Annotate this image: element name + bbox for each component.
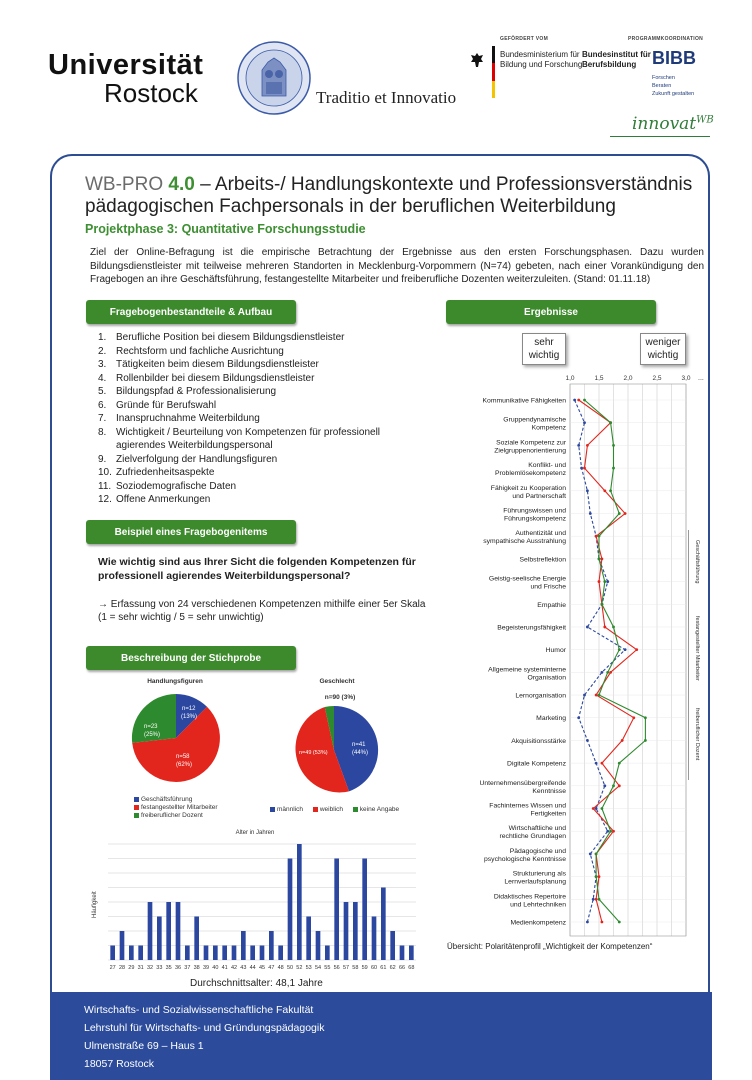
profile-category-label: Fachinternes Wissen und Fertigkeiten xyxy=(489,802,566,818)
profile-category-label: Soziale Kompetenz zur Zielgruppenorientierung xyxy=(494,439,566,455)
bibb-logo xyxy=(582,48,696,97)
innovat-sup: WB xyxy=(696,114,714,126)
age-tick-label: 47 xyxy=(268,965,275,971)
profile-category-label: Unternehmensübergreifende Kenntnisse xyxy=(479,779,566,795)
pie-label: (25%) xyxy=(144,732,161,738)
age-tick-label: 66 xyxy=(398,965,406,971)
age-bar xyxy=(157,917,162,961)
profile-caption: Übersicht: Polaritätenprofil „Wichtigkeit der Kompetenzen“ xyxy=(447,942,653,951)
profile-category-label: Marketing xyxy=(536,715,566,723)
list-item: 1. Berufliche Position bei diesem Bildungsdienstleister xyxy=(98,332,345,343)
pie-label: (44%) xyxy=(352,750,369,756)
ministry-name: Bundesministerium für Bildung und Forschung xyxy=(500,50,583,69)
profile-point xyxy=(601,807,604,810)
profile-point xyxy=(632,716,635,719)
motto: Traditio et Innovatio xyxy=(316,88,457,107)
profile-point xyxy=(595,694,598,697)
legend-item: festangestellter Mitarbeiter xyxy=(134,804,218,812)
profile-category-label: Digitale Kompetenz xyxy=(507,760,566,768)
profile-point xyxy=(577,444,580,447)
profile-category-label: Führungswissen und Führungskompetenz xyxy=(503,507,566,523)
profile-point xyxy=(618,762,621,765)
profile-point xyxy=(624,648,627,651)
profile-point xyxy=(603,580,606,583)
list-item: 10. Zufriedenheitsaspekte xyxy=(98,467,215,478)
profile-category-label: Geistig-seelische Energie und Frische xyxy=(488,575,566,591)
profile-point xyxy=(589,853,592,856)
profile-point xyxy=(586,626,589,629)
profile-category-label: Gruppendynamische Kompetenz xyxy=(503,416,566,432)
list-item: 4. Rollenbilder bei diesem Bildungsdienstleister xyxy=(98,372,315,384)
age-bar xyxy=(129,946,134,961)
profile-category-label: Didaktisches Repertoire und Lehrtechniken xyxy=(493,893,566,909)
profile-category-label: Fähigkeit zu Kooperation und Partnerschaft xyxy=(490,484,566,500)
profile-category-label: Konflikt- und Problemlösekompetenz xyxy=(494,462,566,478)
list-item: 9. Zielverfolgung der Handlungsfiguren xyxy=(98,453,278,465)
list-item: 8. Wichtigkeit / Beurteilung von Kompetenzen für professionell agierendes Weiterbildungspersonal xyxy=(98,426,381,451)
profile-point xyxy=(618,512,621,515)
footer-line1: Wirtschafts- und Sozialwissenschaftliche Fakultät xyxy=(84,1004,314,1016)
section-header-fragebogen: Fragebogenbestandteile & Aufbau xyxy=(86,300,296,324)
age-tick-label: 56 xyxy=(333,965,340,971)
profile-x-tick: 2,5 xyxy=(652,375,662,382)
age-bar xyxy=(241,931,246,960)
bubble-sehr-wichtig: sehr wichtig xyxy=(522,333,566,365)
age-tick-label: 54 xyxy=(314,965,322,971)
age-tick-label: 36 xyxy=(174,965,182,971)
profile-point xyxy=(595,875,598,878)
footer xyxy=(50,992,712,1080)
age-bar xyxy=(409,946,414,961)
profile-point xyxy=(595,535,598,538)
polarity-profile-chart xyxy=(440,370,712,940)
age-bar xyxy=(148,902,153,960)
profile-point xyxy=(595,853,598,856)
age-tick-label: 35 xyxy=(165,965,172,971)
profile-category-label: Kommunikative Fähigkeiten xyxy=(482,397,566,405)
age-tick-label: 27 xyxy=(109,965,116,971)
age-bar xyxy=(110,946,115,961)
profile-point xyxy=(598,875,601,878)
age-tick-label: 60 xyxy=(370,965,378,971)
german-flag-icon xyxy=(492,46,495,98)
intro-text: Ziel der Online-Befragung ist die empirische Betrachtung der Ergebnisse aus den ersten Forschungsphasen. Dazu wurden Bildungsdienstleister mit teilweise mehreren Standorten in Mecklenburg-Vorpommern (N=74) gebeten, nach einer Vorankündigung den Fragebogen an ihre Geschäftsführung, festangestellte Mitarbeiter und freiberufliche Dozenten weiterzuleiten. (Stand: 01.11.18) xyxy=(90,247,704,285)
pie-label: n=90 (3%) xyxy=(324,694,356,701)
age-bar xyxy=(288,859,293,961)
age-bar xyxy=(250,946,255,961)
list-item: 2. Rechtsform und fachliche Ausrichtung xyxy=(98,345,284,357)
innovat-text: innovat xyxy=(632,114,697,134)
profile-x-tick: 1,5 xyxy=(594,375,604,382)
age-tick-label: 41 xyxy=(221,965,228,971)
age-bar xyxy=(185,946,190,961)
university-name-line1: Universität xyxy=(48,49,204,81)
age-bar xyxy=(278,946,283,961)
age-bar xyxy=(372,917,377,961)
profile-point xyxy=(595,898,598,901)
profile-point xyxy=(583,467,586,470)
pie-label: n=58 xyxy=(176,754,190,760)
profile-point xyxy=(598,694,601,697)
age-tick-label: 43 xyxy=(240,965,247,971)
profile-point xyxy=(586,921,589,924)
age-bar xyxy=(213,946,218,961)
profile-category-label: Allgemeine systeminterne Organisation xyxy=(488,666,566,682)
subtitle: Projektphase 3: Quantitative Forschungsstudie xyxy=(85,222,366,236)
profile-category-label: Wirtschaftliche und rechtliche Grundlagen xyxy=(499,825,566,841)
age-chart-ylabel: Häufigkeit xyxy=(92,891,98,918)
age-bar xyxy=(325,946,330,961)
profile-category-label: Lernorganisation xyxy=(515,692,566,700)
age-tick-label: 52 xyxy=(296,965,303,971)
pie-title-geschlecht: Geschlecht xyxy=(319,678,355,685)
profile-point xyxy=(586,489,589,492)
age-bar xyxy=(362,859,367,961)
pie-label: n=12 xyxy=(182,706,196,712)
footer-line3: Ulmenstraße 69 – Haus 1 xyxy=(84,1040,204,1052)
average-age: Durchschnittsalter: 48,1 Jahre xyxy=(190,978,323,989)
profile-category-label: Pädagogische und psychologische Kenntnisse xyxy=(484,847,566,863)
age-tick-label: 68 xyxy=(408,965,415,971)
profile-point xyxy=(595,762,598,765)
profile-point xyxy=(598,898,601,901)
profile-point xyxy=(618,921,621,924)
footer-line2: Lehrstuhl für Wirtschafts- und Gründungspädagogik xyxy=(84,1022,325,1034)
age-tick-label: 58 xyxy=(352,965,359,971)
age-bar-chart xyxy=(90,826,420,992)
section-header-stichprobe: Beschreibung der Stichprobe xyxy=(86,646,296,670)
list-item: 6. Gründe für Berufswahl xyxy=(98,399,217,411)
profile-point xyxy=(601,603,604,606)
age-tick-label: 53 xyxy=(305,965,312,971)
age-bar xyxy=(138,946,143,961)
list-item: 3. Tätigkeiten beim diesem Bildungsdienstleister xyxy=(98,359,319,370)
age-bar xyxy=(222,946,227,961)
age-bar xyxy=(353,902,358,960)
eagle-icon xyxy=(470,52,484,68)
coordination-label: PROGRAMMKOORDINATION xyxy=(628,36,704,42)
side-legend-border xyxy=(688,530,689,780)
example-question: Wie wichtig sind aus Ihrer Sicht die folgenden Kompetenzen für professionell agierendes Weiterbildungspersonal? xyxy=(98,556,416,582)
age-bar xyxy=(334,859,339,961)
bibb-name: Bundesinstitut für Berufsbildung xyxy=(582,50,651,69)
profile-point xyxy=(644,739,647,742)
profile-point xyxy=(601,762,604,765)
profile-point xyxy=(606,830,609,833)
side-legend-item: freiberuflicher Dozent xyxy=(694,708,700,761)
profile-point xyxy=(583,694,586,697)
profile-point xyxy=(612,784,615,787)
profile-point xyxy=(583,399,586,402)
side-legend-item: Geschäftsführung xyxy=(694,540,700,584)
age-tick-label: 62 xyxy=(389,965,396,971)
profile-category-label: Authentizität und sympathische Ausstrahlung xyxy=(483,530,566,546)
age-bar xyxy=(306,917,311,961)
profile-point xyxy=(586,444,589,447)
pie-label: n=23 xyxy=(144,724,158,730)
age-bar xyxy=(269,931,274,960)
side-legend-item: festangestellter Mitarbeiter xyxy=(694,616,700,681)
legend-item: freiberuflicher Dozent xyxy=(134,812,218,820)
profile-point xyxy=(618,648,621,651)
fragebogen-list xyxy=(98,331,418,507)
legend-item: männlich xyxy=(270,806,303,813)
profile-point xyxy=(603,626,606,629)
age-chart-grid xyxy=(108,844,416,960)
profile-x-tick: 1,0 xyxy=(565,375,575,382)
section-header-ergebnisse: Ergebnisse xyxy=(446,300,656,324)
age-tick-label: 32 xyxy=(146,965,154,971)
age-bar xyxy=(297,844,302,960)
age-bar xyxy=(344,902,349,960)
legend-handlungsfiguren xyxy=(134,796,218,820)
age-bar xyxy=(400,946,405,961)
profile-ellipsis: ... xyxy=(698,375,704,382)
profile-point xyxy=(609,671,612,674)
age-tick-label: 55 xyxy=(324,965,331,971)
profile-category-label: Medienkompetenz xyxy=(510,919,566,927)
profile-point xyxy=(606,671,609,674)
profile-point xyxy=(577,399,580,402)
innovat-wb-logo xyxy=(632,114,714,134)
title-version: 4.0 xyxy=(168,174,195,195)
pie-chart-geschlecht xyxy=(286,702,382,798)
divider xyxy=(610,136,710,137)
age-tick-label: 37 xyxy=(184,965,191,971)
profile-x-tick: 2,0 xyxy=(623,375,633,382)
age-tick-label: 61 xyxy=(380,965,387,971)
poster-title xyxy=(85,174,705,218)
age-tick-label: 29 xyxy=(128,965,135,971)
profile-point xyxy=(635,648,638,651)
profile-category-label: Strukturierung als Lernverlaufsplanung xyxy=(504,870,566,886)
profile-point xyxy=(609,489,612,492)
list-item: 12. Offene Anmerkungen xyxy=(98,494,211,505)
age-bar xyxy=(204,946,209,961)
profile-category-label: Selbstreflektion xyxy=(519,556,566,564)
section-header-beispiel: Beispiel eines Fragebogenitems xyxy=(86,520,296,544)
bubble-weniger-wichtig: weniger wichtig xyxy=(640,333,686,365)
profile-point xyxy=(644,716,647,719)
profile-point xyxy=(603,784,606,787)
age-bar xyxy=(120,931,125,960)
example-note xyxy=(98,598,428,624)
profile-point xyxy=(573,399,576,402)
age-bar xyxy=(260,946,265,961)
bibb-wordmark: BIBB xyxy=(652,48,696,68)
example-note-line1: → Erfassung von 24 verschiedenen Kompetenzen mithilfe einer 5er Skala xyxy=(98,599,426,610)
bibb-claim: Zukunft gestalten xyxy=(652,91,695,97)
profile-point xyxy=(621,739,624,742)
age-tick-label: 48 xyxy=(277,965,284,971)
bibb-claim: Forschen xyxy=(652,75,675,81)
profile-point xyxy=(609,421,612,424)
age-tick-label: 31 xyxy=(137,965,144,971)
age-tick-label: 42 xyxy=(230,965,238,971)
age-bar xyxy=(166,902,171,960)
profile-point xyxy=(601,671,604,674)
profile-point xyxy=(612,830,615,833)
profile-point xyxy=(589,512,592,515)
title-rest: – Arbeits-/ Handlungskontexte und Professionsverständnis pädagogischen Fachpersonals in der beruflichen Weiterbildung xyxy=(85,174,693,217)
footer-line4: 18057 Rostock xyxy=(84,1058,155,1070)
pie-title-handlungsfiguren: Handlungsfiguren xyxy=(147,678,203,685)
legend-geschlecht xyxy=(270,806,399,814)
profile-point xyxy=(586,739,589,742)
age-tick-label: 45 xyxy=(258,965,266,971)
age-tick-label: 40 xyxy=(212,965,219,971)
age-tick-label: 44 xyxy=(249,965,256,971)
profile-series-line xyxy=(575,400,626,922)
pie-label: n=41 xyxy=(352,742,366,748)
age-tick-label: 33 xyxy=(156,965,163,971)
profile-point xyxy=(598,557,601,560)
pie-chart-handlungsfiguren xyxy=(128,690,224,786)
profile-point xyxy=(612,467,615,470)
university-logo xyxy=(48,50,203,106)
list-item: 5. Bildungspfad & Professionalisierung xyxy=(98,386,277,397)
age-chart-ticks xyxy=(110,965,415,971)
title-prefix: WB-PRO xyxy=(85,174,164,195)
age-bar xyxy=(232,946,237,961)
profile-point xyxy=(606,580,609,583)
profile-point xyxy=(603,489,606,492)
profile-point xyxy=(618,784,621,787)
profile-category-label: Akquisitionsstärke xyxy=(511,737,566,745)
profile-category-label: Empathie xyxy=(537,601,566,609)
profile-category-labels xyxy=(479,398,566,927)
profile-point xyxy=(592,807,595,810)
profile-point xyxy=(598,535,601,538)
profile-point xyxy=(577,716,580,719)
age-tick-label: 38 xyxy=(193,965,200,971)
example-note-line2: (1 = sehr wichtig / 5 = sehr unwichtig) xyxy=(98,612,264,623)
age-tick-label: 28 xyxy=(118,965,126,971)
profile-point xyxy=(583,421,586,424)
profile-category-label: Humor xyxy=(545,647,566,655)
legend-item: Geschäftsführung xyxy=(134,796,218,804)
funded-label: GEFÖRDERT VOM xyxy=(500,36,549,42)
bibb-claims xyxy=(652,74,712,98)
pie-label: (62%) xyxy=(176,762,193,768)
pie-label: n=49 (53%) xyxy=(299,750,328,756)
profile-x-ticks xyxy=(565,375,690,382)
age-bar xyxy=(194,917,199,961)
profile-point xyxy=(612,626,615,629)
age-tick-label: 39 xyxy=(202,965,210,971)
age-tick-label: 57 xyxy=(342,965,350,971)
profile-category-label: Begeisterungsfähigkeit xyxy=(497,624,566,632)
profile-x-tick: 3,0 xyxy=(681,375,691,382)
age-bar xyxy=(390,931,395,960)
age-bar xyxy=(176,902,181,960)
university-seal-icon xyxy=(236,40,312,116)
profile-point xyxy=(624,512,627,515)
legend-item: keine Angabe xyxy=(353,806,399,813)
bibb-claim: Beraten xyxy=(652,83,672,89)
list-item: 7. Inanspruchnahme Weiterbildung xyxy=(98,413,260,424)
profile-point xyxy=(580,467,583,470)
age-bar xyxy=(316,931,321,960)
age-tick-label: 59 xyxy=(361,965,368,971)
profile-point xyxy=(601,557,604,560)
legend-item: weiblich xyxy=(313,806,343,813)
profile-point xyxy=(601,921,604,924)
profile-point xyxy=(612,444,615,447)
university-name-line2: Rostock xyxy=(104,78,198,108)
age-bar xyxy=(381,888,386,961)
age-tick-label: 50 xyxy=(286,965,294,971)
profile-point xyxy=(592,898,595,901)
profile-point xyxy=(598,580,601,583)
profile-grid xyxy=(570,384,686,936)
list-item: 11. Soziodemografische Daten xyxy=(98,480,237,492)
age-chart-title: Alter in Jahren xyxy=(235,830,275,836)
pie-label: (13%) xyxy=(181,714,198,720)
profile-point xyxy=(609,830,612,833)
